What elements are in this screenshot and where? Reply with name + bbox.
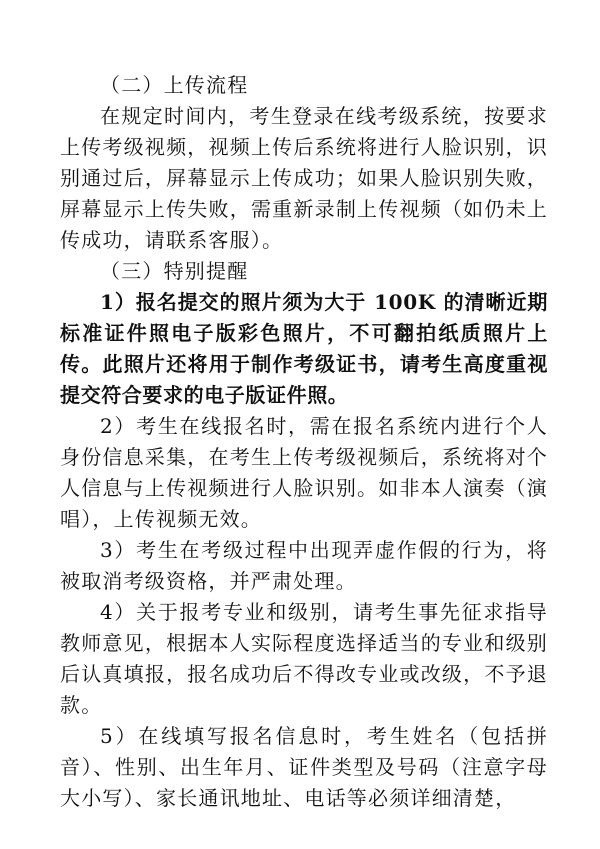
section-heading-upload-process: （二）上传流程 <box>100 73 249 97</box>
reminder-item-5: 5）在线填写报名信息时，考生姓名（包括拼音）、性别、出生年月、证件类型及号码（注意字母大小写）、家长通讯地址、电话等必须详细清楚， <box>60 724 548 810</box>
reminder-item-3: 3）考生在考级过程中出现弄虚作假的行为，将被取消考级资格，并严肃处理。 <box>60 538 548 593</box>
upload-process-paragraph: 在规定时间内，考生登录在线考级系统，按要求上传考级视频，视频上传后系统将进行人脸识别，识别通过后，屏幕显示上传成功；如果人脸识别失败，屏幕显示上传失败，需重新录制上传视频（如仍未上传成功，请联系客服）。 <box>60 104 548 252</box>
reminder-item-1: 1）报名提交的照片须为大于 100K 的清晰近期标准证件照电子版彩色照片，不可翻拍纸质照片上传。此照片还将用于制作考级证书，请考生高度重视提交符合要求的电子版证件照。 <box>60 290 548 407</box>
section-heading-special-reminder: （三）特别提醒 <box>100 259 249 283</box>
reminder-item-2: 2）考生在线报名时，需在报名系统内进行个人身份信息采集，在考生上传考级视频后，系统将对个人信息与上传视频进行人脸识别。如非本人演奏（演唱），上传视频无效。 <box>60 414 548 531</box>
reminder-item-4: 4）关于报考专业和级别，请考生事先征求指导教师意见，根据本人实际程度选择适当的专业和级别后认真填报，报名成功后不得改专业或改级，不予退款。 <box>60 600 548 717</box>
